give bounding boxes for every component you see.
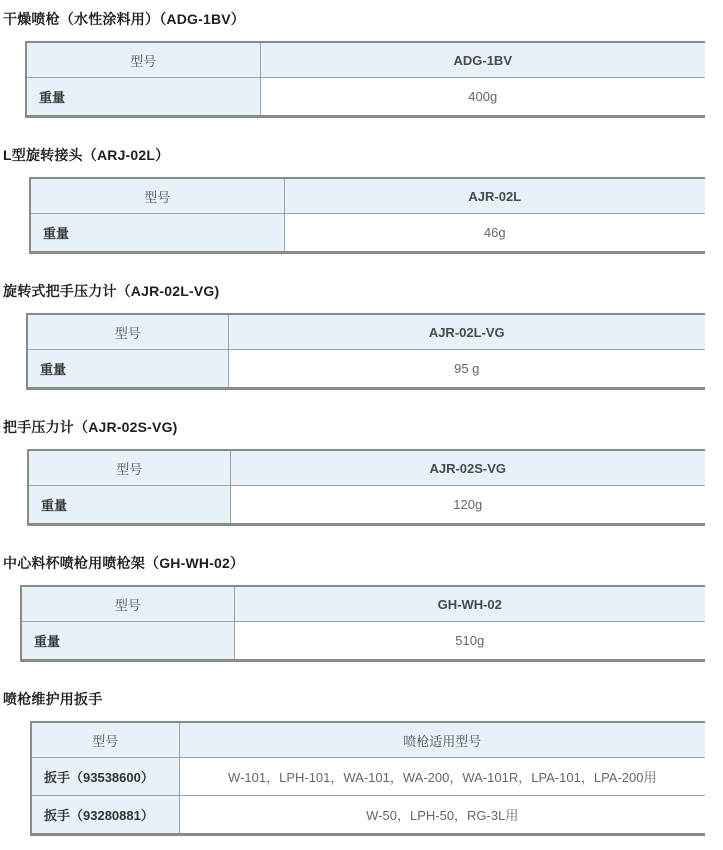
spec-section-ajr-02s-vg: [0, 417, 723, 526]
table-row: [21, 622, 705, 661]
section-title: L型旋转接头（ARJ-02L）: [3, 147, 170, 163]
spec-label-cell: 重量: [21, 622, 234, 661]
spec-table: [20, 585, 705, 662]
model-header-cell: 型号: [27, 314, 228, 350]
applicable-models-header-cell: 喷枪适用型号: [179, 722, 705, 758]
spec-value-cell: W-101，LPH-101，WA-101，WA-200，WA-101R，LPA-101，LPA-200用: [179, 758, 705, 796]
spec-value-cell: 46g: [284, 214, 705, 253]
table-header-row: [26, 42, 705, 78]
spec-value-cell: 510g: [234, 622, 705, 661]
spec-table: [29, 177, 705, 254]
spec-label-cell: 扳手（93280881）: [31, 796, 179, 835]
model-header-cell: 型号: [31, 722, 179, 758]
spec-table: [25, 41, 705, 118]
model-header-cell: 型号: [26, 42, 260, 78]
section-title: 旋转式把手压力计（AJR-02L-VG): [3, 283, 220, 299]
table-header-row: [28, 450, 705, 486]
table-row: [28, 486, 705, 525]
section-title: 中心料杯喷枪用喷枪架（GH-WH-02）: [3, 555, 245, 571]
spec-value-cell: 120g: [230, 486, 705, 525]
spec-section-wrenches: [0, 689, 723, 836]
spec-table: [30, 721, 705, 836]
spec-value-cell: 95 g: [228, 350, 705, 389]
spec-value-cell: 400g: [260, 78, 705, 117]
spec-label-cell: 重量: [27, 350, 228, 389]
table-row: [31, 758, 705, 796]
spec-section-gh-wh-02: [0, 553, 723, 662]
model-header-cell: 型号: [21, 586, 234, 622]
table-header-row: [21, 586, 705, 622]
model-header-cell: 型号: [30, 178, 284, 214]
spec-section-ajr-02l-vg: [0, 281, 723, 390]
model-header-cell: 型号: [28, 450, 230, 486]
spec-section-arj-02l: [0, 145, 723, 254]
section-title: 干燥喷枪（水性涂料用）（ADG-1BV）: [3, 11, 246, 27]
table-row: [30, 214, 705, 253]
model-name-cell: AJR-02L: [284, 178, 705, 214]
model-name-cell: AJR-02L-VG: [228, 314, 705, 350]
model-name-cell: ADG-1BV: [260, 42, 705, 78]
spec-label-cell: 重量: [30, 214, 284, 253]
spec-table: [27, 449, 705, 526]
section-title: 把手压力计（AJR-02S-VG): [3, 419, 178, 435]
model-name-cell: GH-WH-02: [234, 586, 705, 622]
spec-label-cell: 扳手（93538600）: [31, 758, 179, 796]
spec-label-cell: 重量: [26, 78, 260, 117]
model-name-cell: AJR-02S-VG: [230, 450, 705, 486]
spec-value-cell: W-50，LPH-50，RG-3L用: [179, 796, 705, 835]
table-header-row: [31, 722, 705, 758]
table-row: [27, 350, 705, 389]
table-header-row: [27, 314, 705, 350]
spec-label-cell: 重量: [28, 486, 230, 525]
table-row: [26, 78, 705, 117]
section-title: 喷枪维护用扳手: [3, 691, 103, 707]
spec-table: [26, 313, 705, 390]
spec-section-adg-1bv: [0, 9, 723, 118]
table-row: [31, 796, 705, 835]
table-header-row: [30, 178, 705, 214]
